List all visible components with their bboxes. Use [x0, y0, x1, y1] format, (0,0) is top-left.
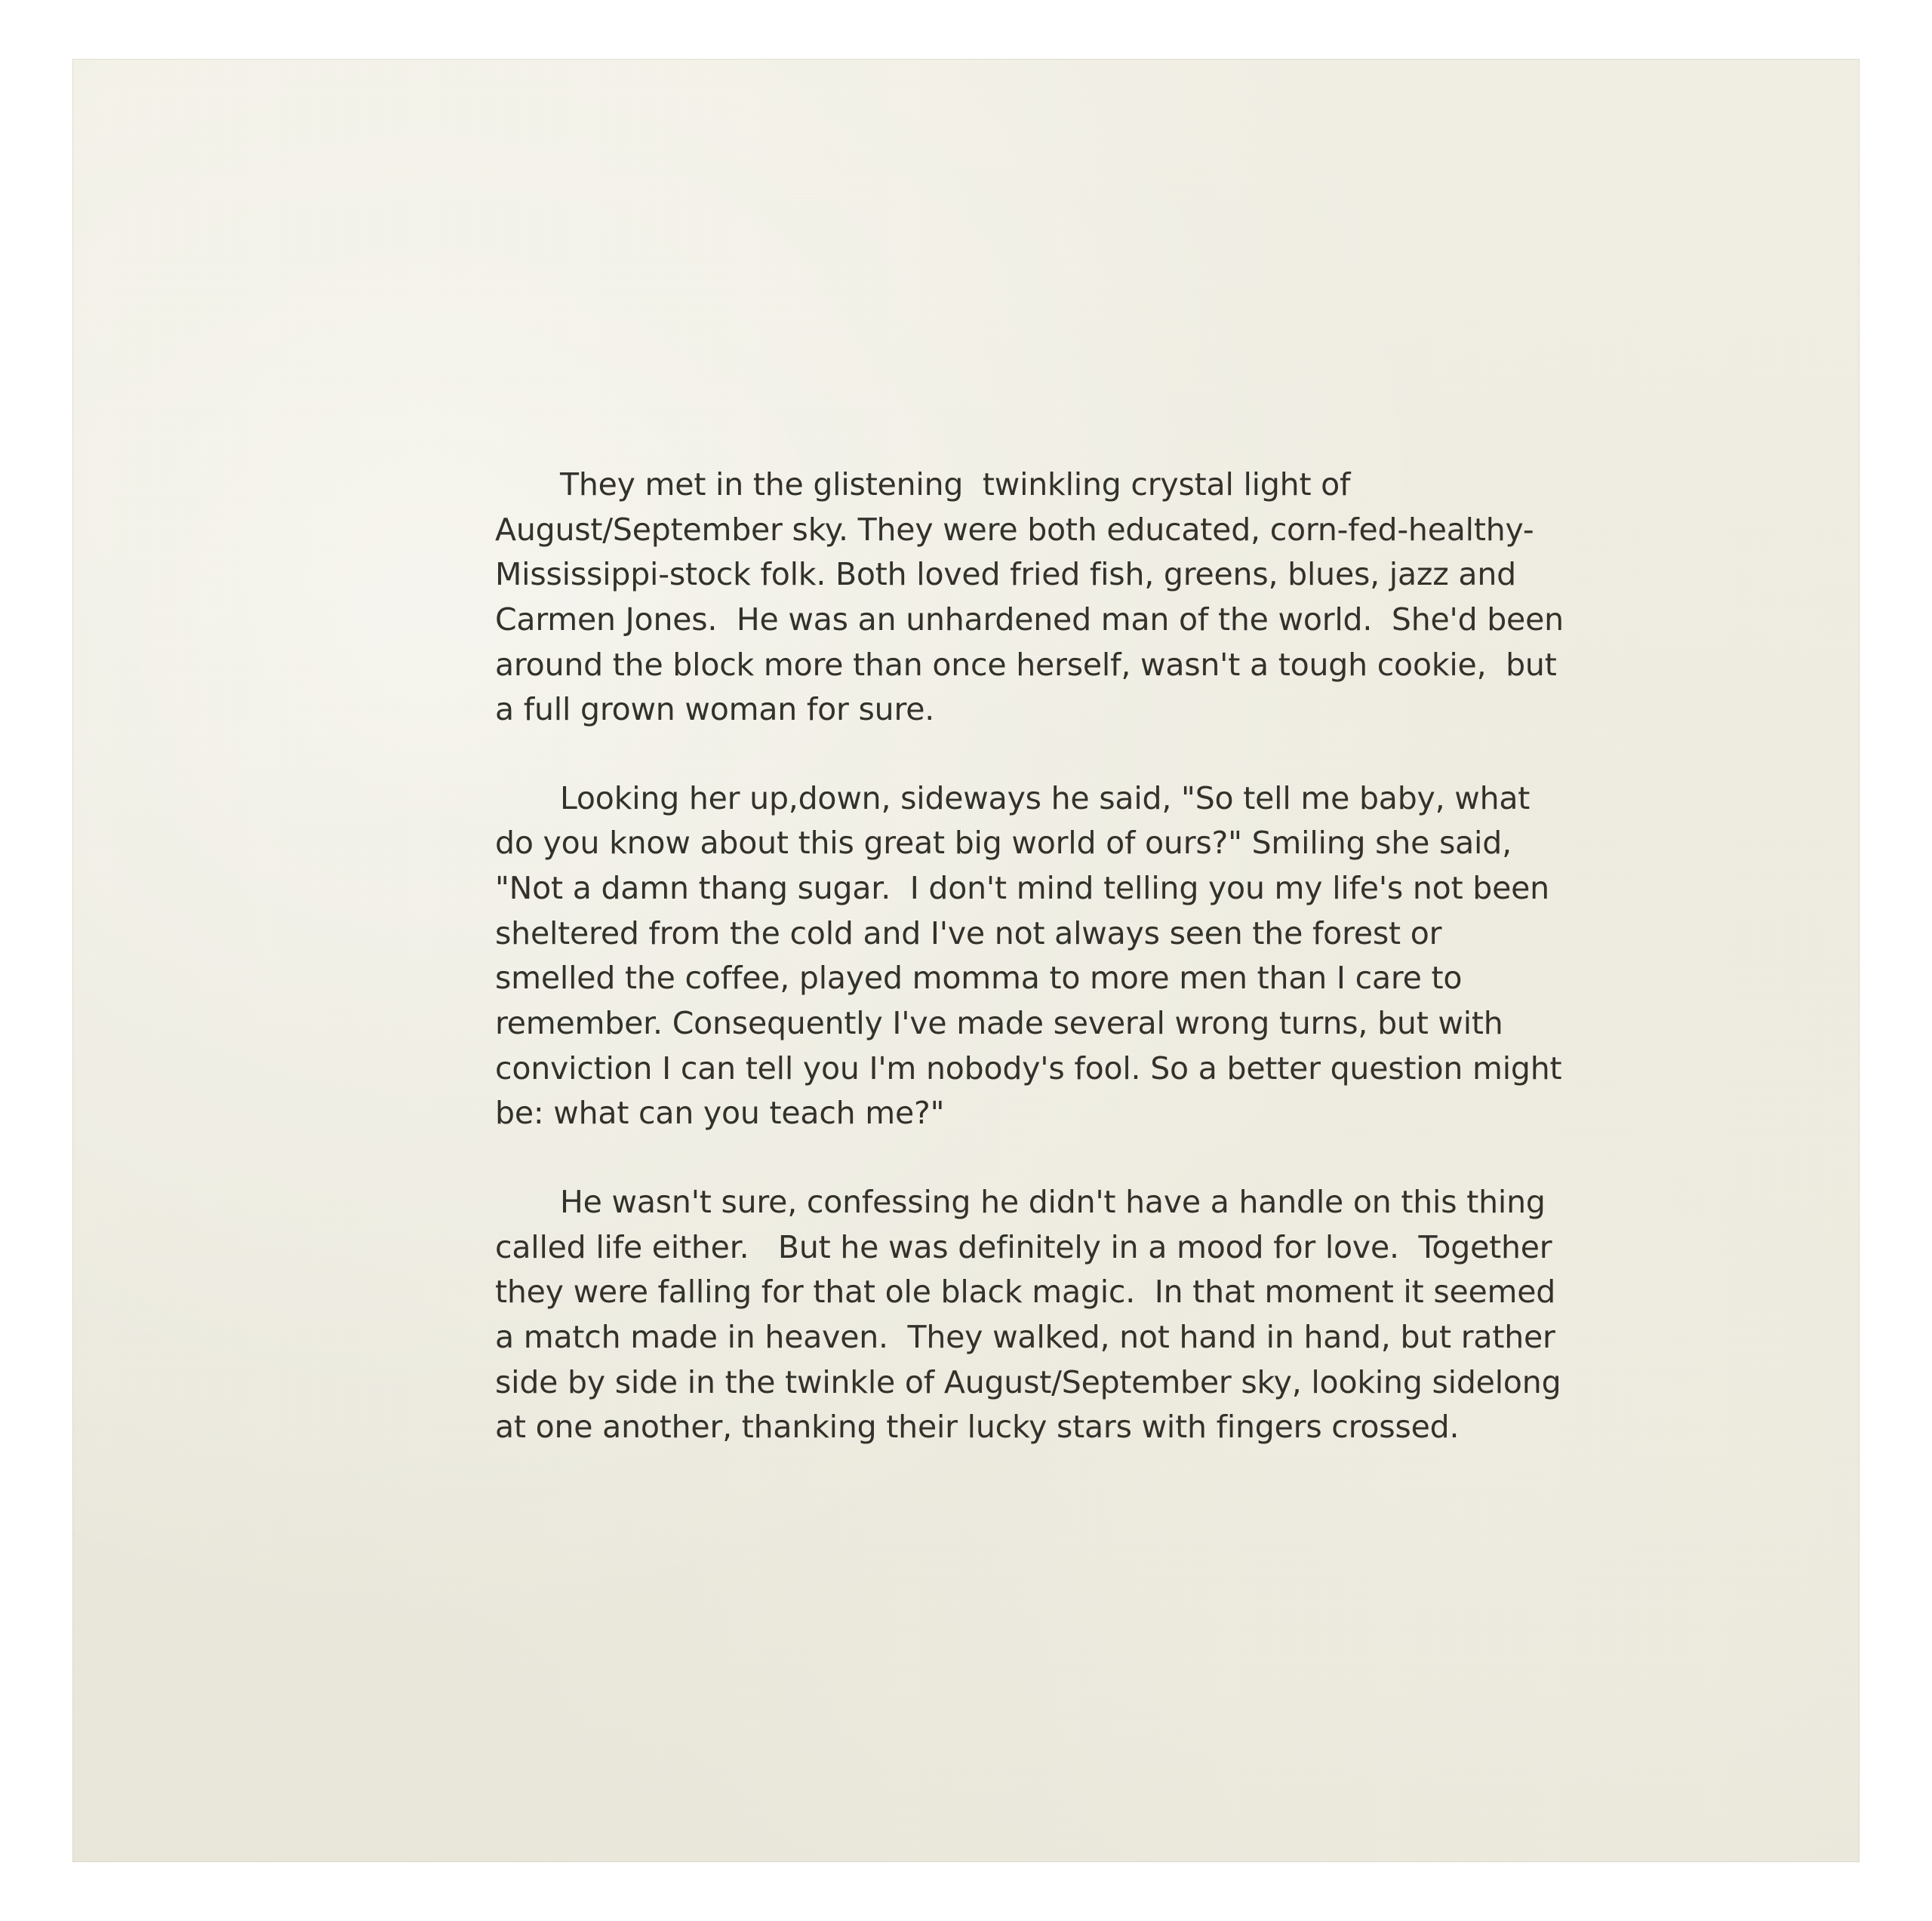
paragraph-1: They met in the glistening twinkling crystal light of August/September sky. They were both educated, corn-fed-healthy-Mississippi-stock folk. Both loved fried fish, greens, blues, jazz and Carmen Jones. He was an unhardened man of the world. She'd been around the block more than once herself, wasn't a tough cookie, but a full grown woman for sure.: [495, 466, 1574, 728]
paragraph-3: He wasn't sure, confessing he didn't have a handle on this thing called life either. But he was definitely in a mood for love. Together they were falling for that ole black magic. In that moment it seemed a match made in heaven. They walked, not hand in hand, but rather side by side in the twinkle of August/September sky, looking sidelong at one another, thanking their lucky stars with fingers crossed.: [495, 1183, 1571, 1446]
artwork-paper-panel: [72, 59, 1860, 1862]
text-body: [495, 463, 1574, 1450]
paragraph-2: Looking her up,down, sideways he said, "So tell me baby, what do you know about this great big world of ours?" Smiling she said, "Not a damn thang sugar. I don't mind telling you my life's not been sheltered from the cold and I've not always seen the forest or smelled the coffee, played momma to more men than I care to remember. Consequently I've made several wrong turns, but with conviction I can tell you I'm nobody's fool. So a better question might be: what can you teach me?": [495, 779, 1572, 1132]
